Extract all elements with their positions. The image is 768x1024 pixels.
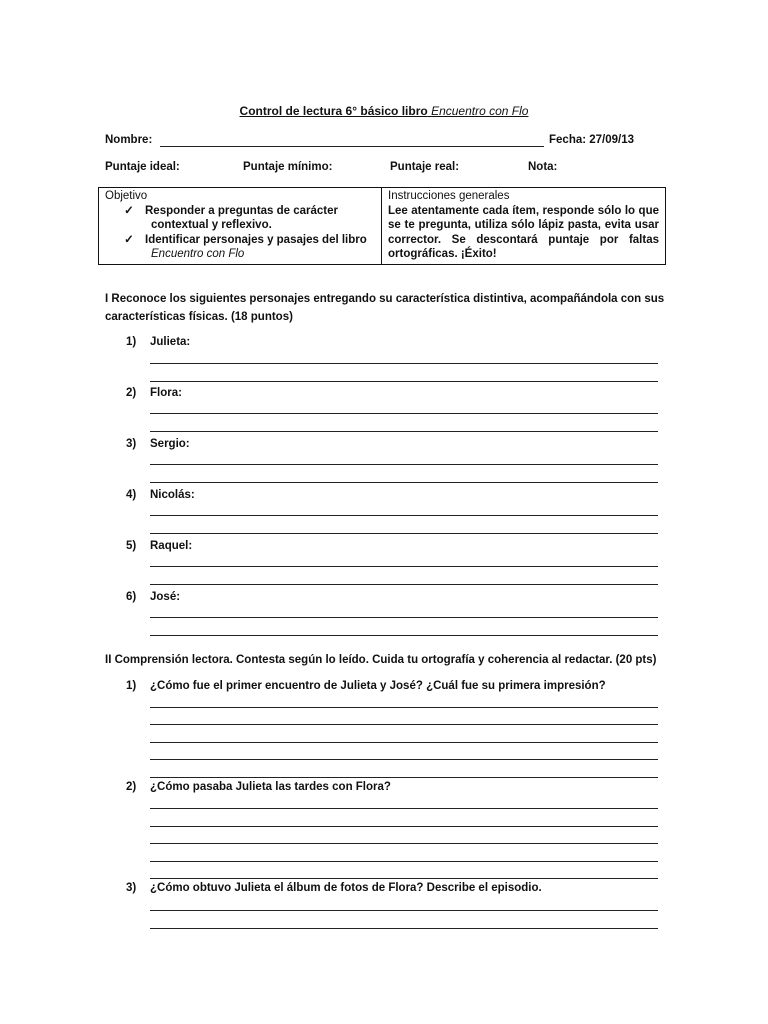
name-field[interactable] — [160, 146, 544, 147]
section1-heading-line1: I Reconoce los siguientes personajes entregando su característica distintiva, acompañándola con sus — [105, 293, 665, 305]
objective-1-line2: contextual y reflexivo. — [151, 219, 272, 231]
instructions-text: Lee atentamente cada ítem, responde sólo lo que se te pregunta, utiliza sólo lápiz pasta, evita usar corrector. Se descontará puntaje por faltas ortográficas. ¡Éxito! — [388, 204, 659, 260]
item-label: José: — [150, 591, 181, 603]
section2-heading: II Comprensión lectora. Contesta según lo leído. Cuida tu ortografía y coherencia al redactar. (20 pts) — [105, 654, 657, 666]
answer-line[interactable] — [150, 566, 658, 567]
objective-2-line2: Encuentro con Flo — [151, 248, 245, 260]
objective-cell — [99, 188, 382, 265]
item-label: Nicolás: — [150, 489, 195, 501]
title-text: Control de lectura 6° básico libro — [239, 104, 428, 118]
answer-line[interactable] — [150, 413, 658, 414]
check-icon: ✓ — [124, 233, 134, 246]
answer-line[interactable] — [150, 928, 658, 929]
question-label: ¿Cómo obtuvo Julieta el álbum de fotos de Flora? Describe el episodio. — [150, 882, 542, 894]
name-label: Nombre: — [105, 134, 153, 146]
answer-line[interactable] — [150, 363, 658, 364]
puntaje-ideal-label: Puntaje ideal: — [105, 161, 180, 173]
document-title — [0, 104, 768, 118]
answer-line[interactable] — [150, 910, 658, 911]
answer-line[interactable] — [150, 617, 658, 618]
instructions-title: Instrucciones generales — [388, 190, 510, 202]
answer-line[interactable] — [150, 777, 658, 778]
objective-title: Objetivo — [105, 190, 148, 202]
answer-line[interactable] — [150, 533, 658, 534]
title-book: Encuentro con Flo — [431, 104, 529, 118]
answer-line[interactable] — [150, 724, 658, 725]
instructions-cell — [382, 188, 666, 265]
answer-line[interactable] — [150, 878, 658, 879]
answer-line[interactable] — [150, 843, 658, 844]
answer-line[interactable] — [150, 431, 658, 432]
item-label: Raquel: — [150, 540, 193, 552]
check-icon: ✓ — [124, 204, 134, 217]
answer-line[interactable] — [150, 861, 658, 862]
objectives-table — [98, 187, 666, 265]
answer-line[interactable] — [150, 808, 658, 809]
answer-line[interactable] — [150, 826, 658, 827]
answer-line[interactable] — [150, 464, 658, 465]
question-label: ¿Cómo fue el primer encuentro de Julieta y José? ¿Cuál fue su primera impresión? — [150, 680, 606, 692]
item-label: Flora: — [150, 387, 182, 399]
answer-line[interactable] — [150, 635, 658, 636]
answer-line[interactable] — [150, 759, 658, 760]
section1-heading — [105, 290, 667, 326]
nota-label: Nota: — [528, 161, 558, 173]
answer-line[interactable] — [150, 482, 658, 483]
question-label: ¿Cómo pasaba Julieta las tardes con Flora? — [150, 781, 391, 793]
answer-line[interactable] — [150, 584, 658, 585]
objective-2-line1: Identificar personajes y pasajes del libro — [145, 233, 367, 246]
section1-heading-line2: características físicas. (18 puntos) — [105, 311, 293, 323]
item-label: Sergio: — [150, 438, 190, 450]
answer-line[interactable] — [150, 515, 658, 516]
item-label: Julieta: — [150, 336, 191, 348]
answer-line[interactable] — [150, 381, 658, 382]
date-label: Fecha: 27/09/13 — [549, 134, 635, 146]
objective-1-line1: Responder a preguntas de carácter — [145, 204, 339, 217]
answer-line[interactable] — [150, 742, 658, 743]
answer-line[interactable] — [150, 707, 658, 708]
puntaje-real-label: Puntaje real: — [390, 161, 460, 173]
puntaje-minimo-label: Puntaje mínimo: — [243, 161, 333, 173]
